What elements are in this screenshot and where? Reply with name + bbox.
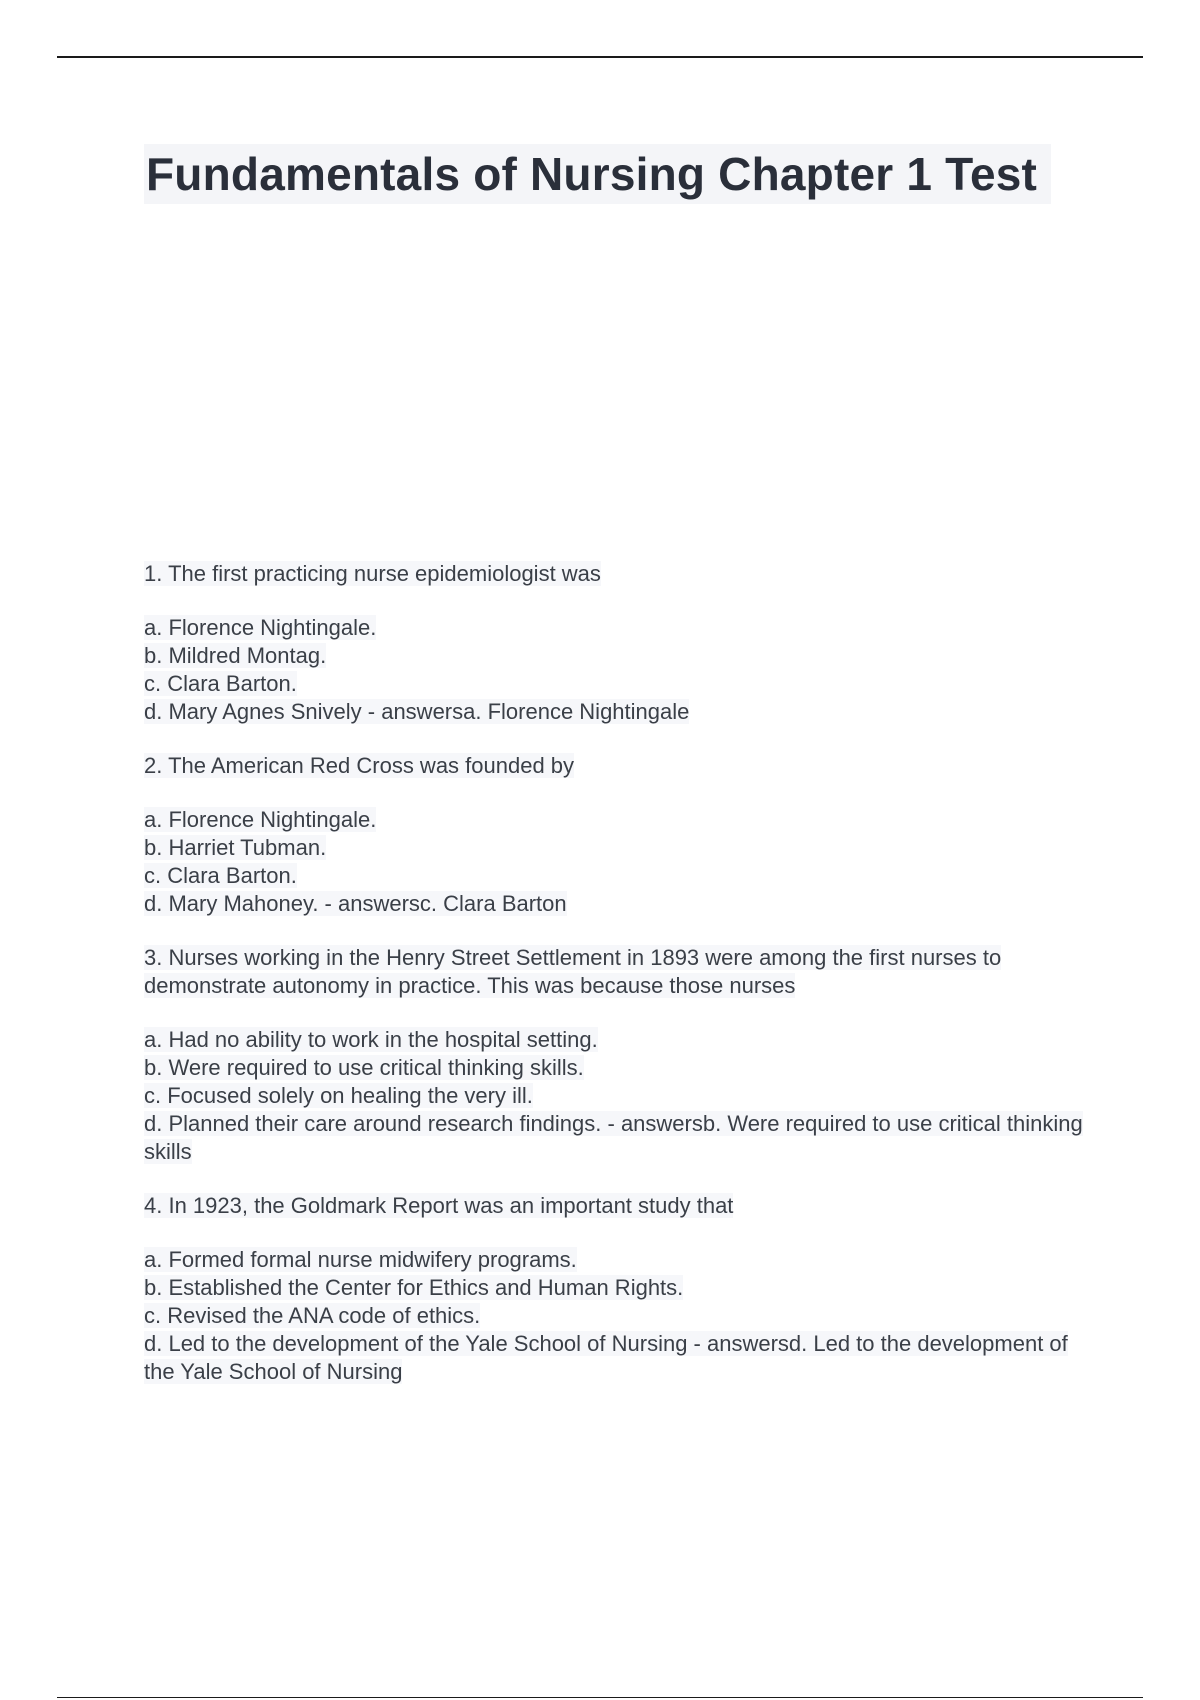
option-b: b. Established the Center for Ethics and Human Rights. [144, 1275, 684, 1300]
option-c: c. Focused solely on healing the very ill. [144, 1083, 533, 1108]
question-3 [144, 944, 1094, 1166]
option-d-with-answer: d. Mary Agnes Snively - answersa. Florence Nightingale [144, 699, 690, 724]
option-b: b. Were required to use critical thinking skills. [144, 1055, 584, 1080]
option-c: c. Revised the ANA code of ethics. [144, 1303, 481, 1328]
option-d-with-answer: d. Mary Mahoney. - answersc. Clara Barton [144, 891, 567, 916]
option-a: a. Formed formal nurse midwifery programs. [144, 1247, 577, 1272]
question-2 [144, 752, 1094, 918]
option-a: a. Had no ability to work in the hospital setting. [144, 1027, 598, 1052]
answer-options [144, 1246, 1094, 1386]
question-text: 2. The American Red Cross was founded by [144, 753, 575, 778]
document-title: Fundamentals of Nursing Chapter 1 Test [144, 144, 1051, 204]
answer-options [144, 1026, 1094, 1166]
answer-options [144, 806, 1094, 918]
top-divider [57, 56, 1143, 58]
option-c: c. Clara Barton. [144, 863, 297, 888]
bottom-divider [57, 1697, 1143, 1698]
option-a: a. Florence Nightingale. [144, 807, 377, 832]
answer-options [144, 614, 1094, 726]
question-1 [144, 560, 1094, 726]
question-4 [144, 1192, 1094, 1386]
option-c: c. Clara Barton. [144, 671, 297, 696]
question-list [144, 560, 1094, 1412]
option-d-with-answer: d. Led to the development of the Yale School of Nursing - answersd. Led to the development of the Yale School of Nursing [144, 1331, 1068, 1384]
question-text: 4. In 1923, the Goldmark Report was an important study that [144, 1193, 734, 1218]
question-text: 3. Nurses working in the Henry Street Settlement in 1893 were among the first nurses to demonstrate autonomy in practice. This was because those nurses [144, 945, 1002, 998]
option-b: b. Mildred Montag. [144, 643, 327, 668]
option-a: a. Florence Nightingale. [144, 615, 377, 640]
option-b: b. Harriet Tubman. [144, 835, 327, 860]
option-d-with-answer: d. Planned their care around research findings. - answersb. Were required to use critical thinking skills [144, 1111, 1083, 1164]
question-text: 1. The first practicing nurse epidemiologist was [144, 561, 601, 586]
